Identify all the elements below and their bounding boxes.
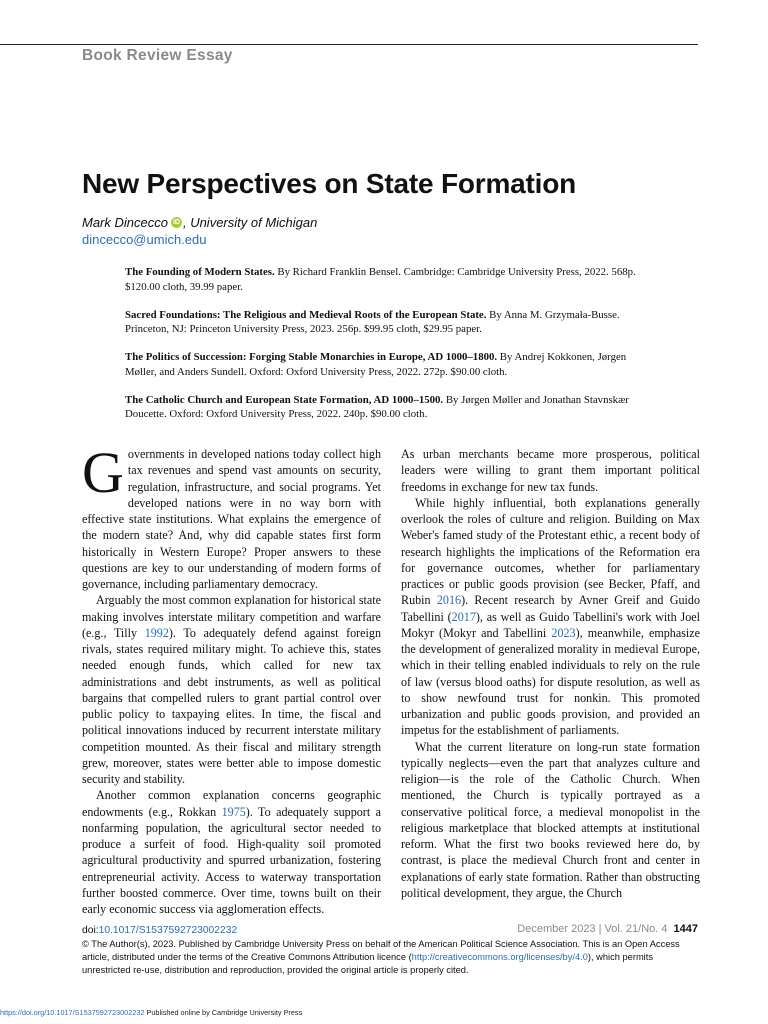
book-details: By Jørgen Møller and Jonathan Stavnskær Doucette. Oxford: Oxford University Press, 2022. 240p. $90.00 cloth. [125, 393, 629, 420]
orcid-icon[interactable]: iD [172, 219, 180, 226]
citation-link[interactable]: 2016 [436, 593, 462, 608]
reviewed-book [125, 308, 645, 337]
footer-doi: doi:10.1017/S1537592723002232 [82, 925, 238, 936]
author-name: Mark Dincecco [82, 215, 168, 230]
citation-link[interactable]: 1975 [221, 804, 246, 819]
body-paragraph: As urban merchants became more prosperous, political leaders were willing to grant them important political freedoms in exchange for new tax funds. [401, 447, 700, 494]
author-email-link[interactable]: dincecco@umich.edu [82, 232, 207, 247]
book-details: By Andrej Kokkonen, Jørgen Møller, and Anders Sundell. Oxford: Oxford University Press, 2022. 272p. $90.00 cloth. [125, 351, 627, 378]
issue-info: December 2023 | Vol. 21/No. 4 [517, 923, 668, 935]
bottom-doi-link[interactable]: https://doi.org/10.1017/S1537592723002232 [0, 1008, 145, 1017]
reviewed-book [125, 265, 645, 294]
body-paragraph: Arguably the most common explanation for historical state making involves interstate military competition and warfare (e.g., Tilly 1992). To adequately defend against foreign rivals, states required military might. To achieve this, states needed enough funds, which called for new tax administrations and debt instruments, as well as political bargains that compelled rulers to grant partial control over public policy to taxpaying elites. In time, the fiscal and political innovations induced by recurrent interstate military competition mounted. As their fiscal and military strength grew, moreover, states were better able to impose domestic security and stability. [82, 593, 381, 786]
drop-cap: G [82, 440, 124, 505]
body-paragraph: While highly influential, both explanations generally overlook the roles of culture and religion. Building on Max Weber's famed study of the Protestant ethic, a recent body of research highlights the implications of the Reformation era for governance outcomes, whether for parliamentary practices or public goods provision (see Becker, Pfaff, and Rubin 2016). Recent research by Avner Greif and Guido Tabellini (2017), as well as Guido Tabellini's work with Joel Mokyr (Mokyr and Tabellini 2023), meanwhile, emphasize the development of generalized morality in medieval Europe, which in their telling enabled individuals to rely on the rule of law (versus blood oaths) for dispute resolution, as well as to show newfound trust for nonkin. This promoted urbanization and public goods provision, and provided an impetus for the establishment of parliaments. [401, 495, 700, 738]
published-online-line: https://doi.org/10.1017/S1537592723002232 Published online by Cambridge University Press [0, 1008, 303, 1017]
reviewed-books-list [125, 265, 645, 435]
citation-link[interactable]: 1992 [144, 625, 169, 640]
citation-link[interactable]: 2023 [551, 625, 576, 640]
reviewed-book [125, 350, 645, 379]
header-rule [0, 44, 698, 45]
author-affiliation: , University of Michigan [182, 215, 318, 230]
license-link[interactable]: http://creativecommons.org/licenses/by/4.0 [411, 952, 588, 962]
license-notice: © The Author(s), 2023. Published by Cambridge University Press on behalf of the American Political Science Association. This is an Open Access article, distributed under the terms of the Creative Commons Attribution licence (http://creativecommons.org/licenses/by/4.0), which permits unrestricted re-use, distribution and reproduction, provided the original article is properly cited. [82, 939, 680, 975]
body-column-right [401, 446, 700, 901]
body-column-left [82, 440, 381, 917]
book-details: By Richard Franklin Bensel. Cambridge: Cambridge University Press, 2022. 568p. $120.00 cloth, 39.99 paper. [125, 266, 636, 293]
reviewed-book [125, 393, 645, 422]
book-title: The Founding of Modern States. [125, 266, 275, 278]
article-title: New Perspectives on State Formation [82, 168, 577, 199]
footer-issue [517, 923, 698, 935]
doi-link[interactable]: 10.1017/S1537592723002232 [98, 925, 238, 936]
book-title: The Politics of Succession: Forging Stable Monarchies in Europe, AD 1000–1800. [125, 351, 498, 363]
book-details: By Anna M. Grzymała-Busse. Princeton, NJ: Princeton University Press, 2023. 256p. $99.95 cloth, $29.95 paper. [125, 308, 620, 335]
body-paragraph: What the current literature on long-run state formation typically neglects—even the part that analyzes culture and religion—is the role of the Catholic Church. When mentioned, the Church is typically portrayed as a conservative political force, a medieval monopolist in the religious marketplace that blocked attempts at institutional reform. What the first two books reviewed here do, by contrast, is place the medieval Church front and center in explanations of early state formation. Rather than obstructing political development, they argue, the Church [401, 739, 700, 900]
section-label: Book Review Essay [82, 47, 233, 64]
author-line [82, 215, 317, 230]
body-paragraph: Governments in developed nations today collect high tax revenues and spend vast amounts on security, regulation, infrastructure, and social programs. Yet developed nations were in no way born with effective state institutions. What explains the emergence of the modern state? And, why did capable states first form historically in Western Europe? Proper answers to these questions are key to our understanding of modern forms of governance, including parliamentary democracy. [82, 440, 381, 591]
citation-link[interactable]: 2017 [451, 609, 476, 624]
book-title: Sacred Foundations: The Religious and Medieval Roots of the European State. [125, 308, 487, 321]
page-number: 1447 [673, 923, 698, 935]
body-paragraph: Another common explanation concerns geographic endowments (e.g., Rokkan 1975). To adequately support a nonfarming population, the agricultural sector needed to produce a surfeit of food. High-quality soil promoted agricultural productivity and spurred urbanization, fostering entrepreneurial activity. Access to waterway transportation further boosted commerce. Over time, towns built on their early economic success via agglomeration effects. [82, 788, 381, 916]
book-title: The Catholic Church and European State Formation, AD 1000–1500. [125, 393, 444, 406]
